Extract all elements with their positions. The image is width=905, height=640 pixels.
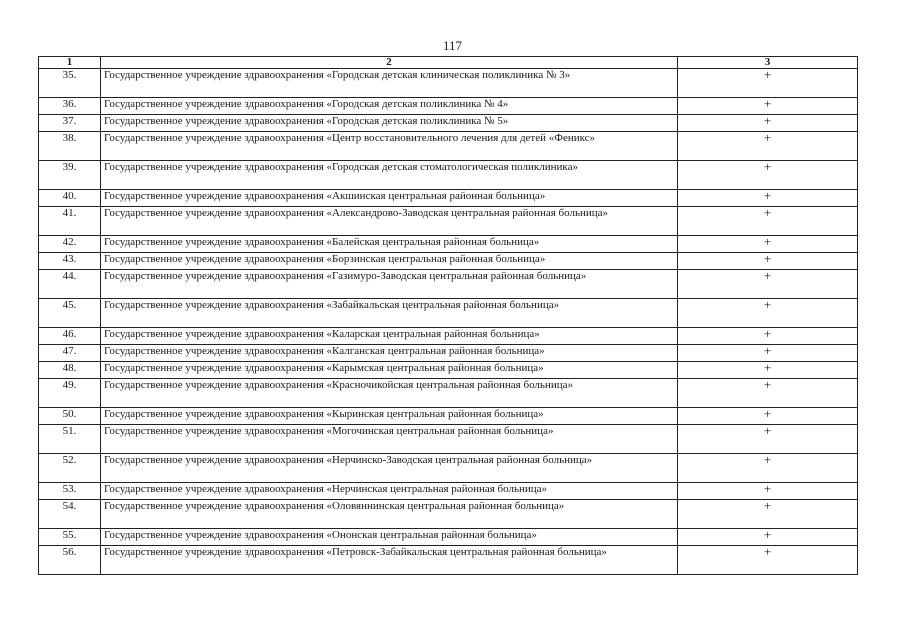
institution-name: Государственное учреждение здравоохранения «Городская детская клиническая поликлиника № 3» [101, 69, 678, 98]
table-row [39, 207, 858, 236]
participation-mark: + [678, 345, 858, 362]
institution-name: Государственное учреждение здравоохранения «Газимуро-Заводская центральная районная больница» [101, 270, 678, 299]
row-number: 54. [39, 500, 101, 529]
row-number: 37. [39, 115, 101, 132]
participation-mark: + [678, 207, 858, 236]
table-row [39, 328, 858, 345]
table-row [39, 408, 858, 425]
institution-name: Государственное учреждение здравоохранения «Борзинская центральная районная больница» [101, 253, 678, 270]
institution-name: Государственное учреждение здравоохранения «Акшинская центральная районная больница» [101, 190, 678, 207]
participation-mark: + [678, 270, 858, 299]
row-number: 48. [39, 362, 101, 379]
column-header-mark: 3 [678, 57, 858, 69]
table-row [39, 425, 858, 454]
table-row [39, 98, 858, 115]
row-number: 51. [39, 425, 101, 454]
table-row [39, 190, 858, 207]
institution-name: Государственное учреждение здравоохранения «Красночикойская центральная районная больница» [101, 379, 678, 408]
participation-mark: + [678, 362, 858, 379]
row-number: 45. [39, 299, 101, 328]
table-row [39, 161, 858, 190]
institution-name: Государственное учреждение здравоохранения «Городская детская поликлиника № 5» [101, 115, 678, 132]
participation-mark: + [678, 69, 858, 98]
row-number: 49. [39, 379, 101, 408]
participation-mark: + [678, 328, 858, 345]
table-row [39, 69, 858, 98]
column-header-number: 1 [39, 57, 101, 69]
participation-mark: + [678, 454, 858, 483]
participation-mark: + [678, 132, 858, 161]
table-body [39, 69, 858, 575]
institution-name: Государственное учреждение здравоохранения «Калганская центральная районная больница» [101, 345, 678, 362]
participation-mark: + [678, 236, 858, 253]
row-number: 41. [39, 207, 101, 236]
table-row [39, 529, 858, 546]
row-number: 55. [39, 529, 101, 546]
row-number: 56. [39, 546, 101, 575]
participation-mark: + [678, 299, 858, 328]
table-row [39, 500, 858, 529]
participation-mark: + [678, 529, 858, 546]
institution-name: Государственное учреждение здравоохранения «Каларская центральная районная больница» [101, 328, 678, 345]
participation-mark: + [678, 161, 858, 190]
row-number: 36. [39, 98, 101, 115]
institutions-table [38, 56, 858, 575]
institution-name: Государственное учреждение здравоохранения «Петровск-Забайкальская центральная районная больница» [101, 546, 678, 575]
institution-name: Государственное учреждение здравоохранения «Центр восстановительного лечения для детей «Феникс» [101, 132, 678, 161]
institution-name: Государственное учреждение здравоохранения «Карымская центральная районная больница» [101, 362, 678, 379]
institution-name: Государственное учреждение здравоохранения «Оловяннинская центральная районная больница» [101, 500, 678, 529]
institution-name: Государственное учреждение здравоохранения «Нерчинско-Заводская центральная районная больница» [101, 454, 678, 483]
participation-mark: + [678, 425, 858, 454]
row-number: 53. [39, 483, 101, 500]
row-number: 52. [39, 454, 101, 483]
table-row [39, 345, 858, 362]
institution-name: Государственное учреждение здравоохранения «Могочинская центральная районная больница» [101, 425, 678, 454]
participation-mark: + [678, 253, 858, 270]
institution-name: Государственное учреждение здравоохранения «Ононская центральная районная больница» [101, 529, 678, 546]
institution-name: Государственное учреждение здравоохранения «Кыринская центральная районная больница» [101, 408, 678, 425]
table-row [39, 546, 858, 575]
table-row [39, 253, 858, 270]
row-number: 47. [39, 345, 101, 362]
participation-mark: + [678, 546, 858, 575]
institution-name: Государственное учреждение здравоохранения «Городская детская поликлиника № 4» [101, 98, 678, 115]
column-header-name: 2 [101, 57, 678, 69]
table-row [39, 236, 858, 253]
participation-mark: + [678, 379, 858, 408]
row-number: 46. [39, 328, 101, 345]
table-row [39, 454, 858, 483]
participation-mark: + [678, 500, 858, 529]
participation-mark: + [678, 408, 858, 425]
table-row [39, 379, 858, 408]
row-number: 38. [39, 132, 101, 161]
table-row [39, 115, 858, 132]
page-number: 117 [442, 38, 463, 53]
row-number: 44. [39, 270, 101, 299]
participation-mark: + [678, 190, 858, 207]
row-number: 39. [39, 161, 101, 190]
table-row [39, 299, 858, 328]
institution-name: Государственное учреждение здравоохранения «Нерчинская центральная районная больница» [101, 483, 678, 500]
row-number: 40. [39, 190, 101, 207]
table-header-row [39, 57, 858, 69]
row-number: 35. [39, 69, 101, 98]
institution-name: Государственное учреждение здравоохранения «Городская детская стоматологическая поликлиника» [101, 161, 678, 190]
institution-name: Государственное учреждение здравоохранения «Забайкальская центральная районная больница» [101, 299, 678, 328]
participation-mark: + [678, 98, 858, 115]
table-row [39, 270, 858, 299]
participation-mark: + [678, 115, 858, 132]
row-number: 42. [39, 236, 101, 253]
institution-name: Государственное учреждение здравоохранения «Александрово-Заводская центральная районная больница» [101, 207, 678, 236]
row-number: 50. [39, 408, 101, 425]
participation-mark: + [678, 483, 858, 500]
row-number: 43. [39, 253, 101, 270]
table-row [39, 362, 858, 379]
table-row [39, 483, 858, 500]
institution-name: Государственное учреждение здравоохранения «Балейская центральная районная больница» [101, 236, 678, 253]
table-row [39, 132, 858, 161]
